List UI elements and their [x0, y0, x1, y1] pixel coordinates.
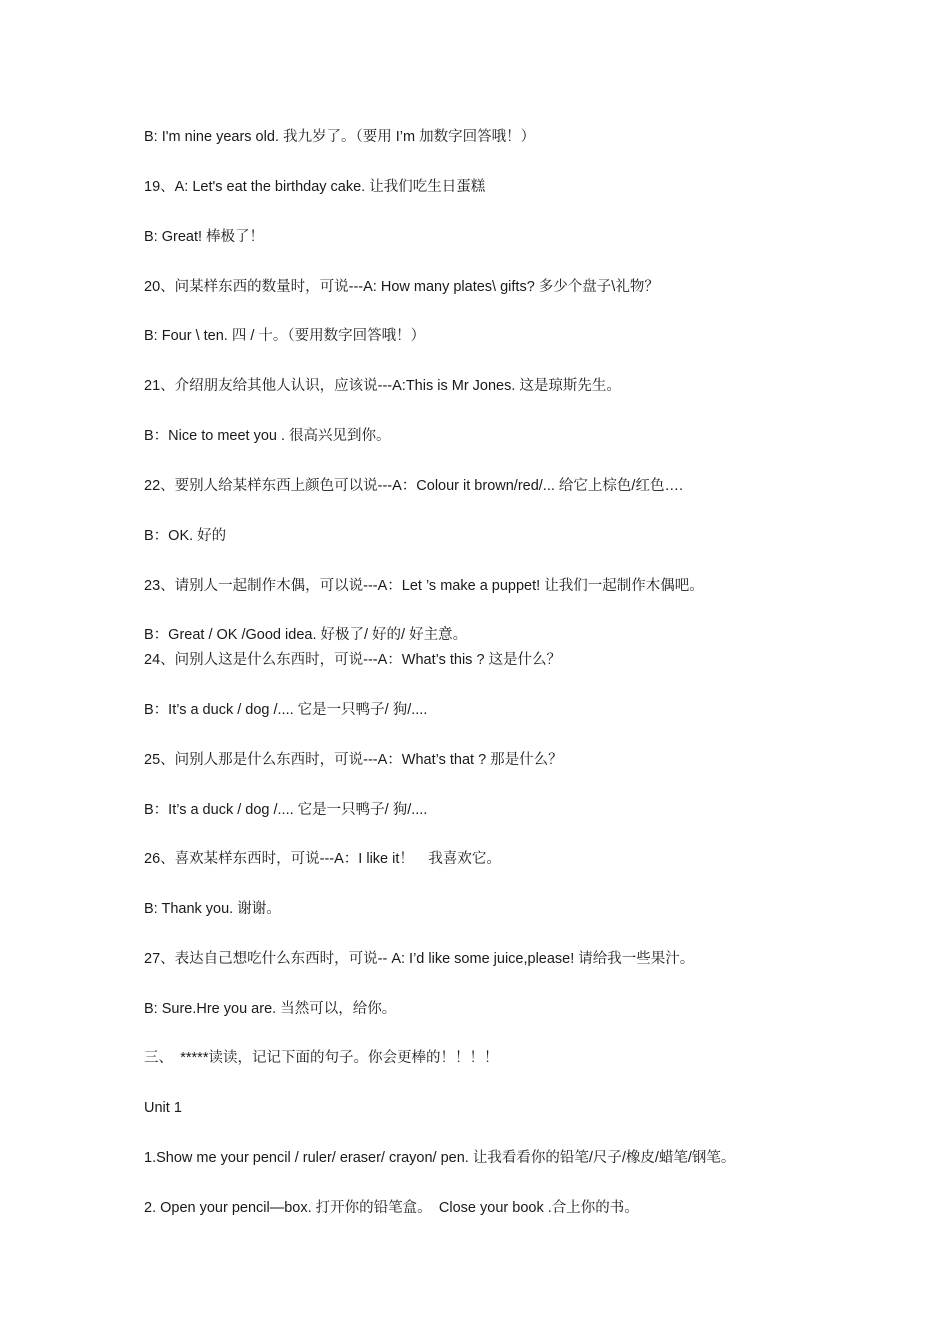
- text-line: B：It’s a duck / dog /.... 它是一只鸭子/ 狗/....: [144, 702, 428, 718]
- text-line: B: Four \ ten. 四 / 十。（要用数字回答哦！）: [144, 328, 426, 344]
- text-line: B: Thank you. 谢谢。: [144, 901, 281, 917]
- section-heading: 三、 *****读读，记记下面的句子。你会更棒的！！！！: [144, 1050, 499, 1066]
- text-line: B: I'm nine years old. 我九岁了。（要用 I’m 加数字回答哦！）: [144, 129, 536, 145]
- text-line: 21、介绍朋友给其他人认识，应该说---A:This is Mr Jones. 这是琼斯先生。: [144, 378, 621, 394]
- text-line: 1.Show me your pencil / ruler/ eraser/ crayon/ pen. 让我看看你的铅笔/尺子/橡皮/蜡笔/钢笔。: [144, 1150, 736, 1166]
- text-line: B：Great / OK /Good idea. 好极了/ 好的/ 好主意。: [144, 627, 468, 643]
- text-line: 19、A: Let's eat the birthday cake. 让我们吃生日蛋糕: [144, 179, 486, 195]
- text-line: B: Great! 棒极了！: [144, 229, 265, 245]
- text-line: 27、表达自己想吃什么东西时，可说-- A: I’d like some juice,please! 请给我一些果汁。: [144, 951, 695, 967]
- text-line: 25、问别人那是什么东西时，可说---A：What’s that ? 那是什么？: [144, 752, 563, 768]
- text-line: B：OK. 好的: [144, 528, 227, 544]
- text-line: B：It’s a duck / dog /.... 它是一只鸭子/ 狗/....: [144, 802, 428, 818]
- text-line: 20、问某样东西的数量时，可说---A: How many plates\ gifts? 多少个盘子\礼物？: [144, 279, 659, 295]
- text-line: 26、喜欢某样东西时，可说---A：I like it！ 我喜欢它。: [144, 851, 501, 867]
- text-line: 23、请别人一起制作木偶，可以说---A：Let ’s make a puppet! 让我们一起制作木偶吧。: [144, 578, 704, 594]
- text-line: 22、要别人给某样东西上颜色可以说---A：Colour it brown/red/... 给它上棕色/红色….: [144, 478, 683, 494]
- unit-heading: Unit 1: [144, 1100, 182, 1116]
- text-line: 24、问别人这是什么东西时，可说---A：What’s this ? 这是什么？: [144, 652, 562, 668]
- text-line: B: Sure.Hre you are. 当然可以，给你。: [144, 1001, 397, 1017]
- text-line: 2. Open your pencil—box. 打开你的铅笔盒。 Close your book .合上你的书。: [144, 1200, 639, 1216]
- text-line: B：Nice to meet you . 很高兴见到你。: [144, 428, 391, 444]
